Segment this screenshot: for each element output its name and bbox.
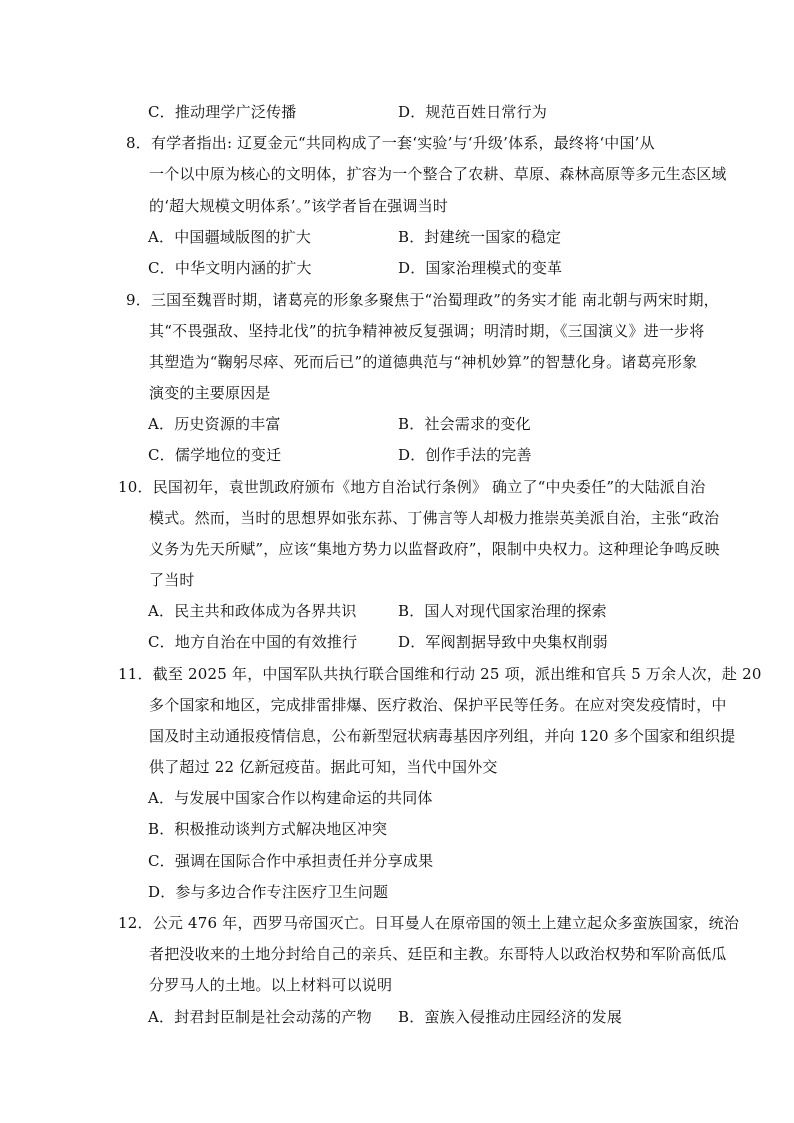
q9-option-c: C．儒学地位的变迁 <box>148 446 282 464</box>
q12-stem-line-1: 12．公元 476 年，西罗马帝国灭亡。日耳曼人在原帝国的领土上建立起众多蛮族国家，统治 <box>118 914 740 932</box>
q11-option-a: A．与发展中国家合作以构建命运的共同体 <box>148 789 433 807</box>
q11-stem-line-2: 多个国家和地区，完成排雷排爆、医疗救治、保护平民等任务。在应对突发疫情时，中 <box>149 696 727 714</box>
q9-stem-line-1: 9．三国至魏晋时期，诸葛亮的形象多聚焦于“治蜀理政”的务实才能 南北朝与两宋时期， <box>126 291 719 309</box>
q9-stem-line-4: 演变的主要原因是 <box>149 384 271 402</box>
q7-option-d: D．规范百姓日常行为 <box>398 103 548 121</box>
q11-option-d: D．参与多边合作专注医疗卫生问题 <box>148 883 389 901</box>
q11-number: 11． <box>118 665 153 683</box>
q12-number: 12． <box>118 914 153 932</box>
q8-option-d: D．国家治理模式的变革 <box>398 259 563 277</box>
q11-stem-line-4: 供了超过 22 亿新冠疫苗。据此可知，当代中国外交 <box>149 758 498 776</box>
q10-stem-line-3: 义务为先天所赋”，应该“集地方势力以监督政府”，限制中央权力。这种理论争鸣反映 <box>149 540 720 558</box>
q8-option-a: A．中国疆域版图的扩大 <box>148 228 312 246</box>
q10-option-a: A．民主共和政体成为各界共识 <box>148 602 357 620</box>
q11-stem-line-1: 11．截至 2025 年，中国军队共执行联合国维和行动 25 项，派出维和官兵 5 万余人次，赴 20 <box>118 665 762 683</box>
q12-stem-line-3: 分罗马人的土地。以上材料可以说明 <box>149 976 393 994</box>
q11-option-b: B．积极推动谈判方式解决地区冲突 <box>148 820 388 838</box>
q8-stem-line-3: 的‘超大规模文明体系’。”该学者旨在强调当时 <box>149 197 449 215</box>
q10-stem-line-2: 模式。然而，当时的思想界如张东荪、丁佛言等人却极力推崇英美派自治，主张“政治 <box>149 509 720 527</box>
q10-option-d: D．军阀割据导致中央集权削弱 <box>398 633 608 651</box>
q8-stem-line-2: 一个以中原为核心的文明体，扩容为一个整合了农耕、草原、森林高原等多元生态区域 <box>149 165 727 183</box>
q10-stem-line-4: 了当时 <box>149 571 195 589</box>
q10-option-b: B．国人对现代国家治理的探索 <box>398 602 607 620</box>
q8-option-b: B．封建统一国家的稳定 <box>398 228 562 246</box>
q7-option-c: C．推动理学广泛传播 <box>148 103 297 121</box>
q11-stem-line-3: 国及时主动通报疫情信息，公布新型冠状病毒基因序列组，并向 120 多个国家和组织提 <box>149 727 736 745</box>
q9-option-d: D．创作手法的完善 <box>398 446 532 464</box>
q12-stem-line-2: 者把没收来的土地分封给自己的亲兵、廷臣和主教。东哥特人以政治权势和军阶高低瓜 <box>149 945 727 963</box>
q11-option-c: C．强调在国际合作中承担责任并分享成果 <box>148 852 434 870</box>
q8-number: 8． <box>126 134 151 152</box>
q9-number: 9． <box>126 291 151 309</box>
q12-option-a: A．封君封臣制是社会动荡的产物 <box>148 1008 372 1026</box>
q12-option-b: B．蛮族入侵推动庄园经济的发展 <box>398 1008 623 1026</box>
q9-option-a: A．历史资源的丰富 <box>148 415 281 433</box>
q8-option-c: C．中华文明内涵的扩大 <box>148 259 312 277</box>
q9-stem-line-3: 其塑造为“鞠躬尽瘁、死而后已”的道德典范与“神机妙算”的智慧化身。诸葛亮形象 <box>149 353 698 371</box>
q9-option-b: B．社会需求的变化 <box>398 415 531 433</box>
q8-stem-line-1: 8．有学者指出: 辽夏金元“共同构成了一套‘实验’与‘升级’体系，最终将‘中国’从 <box>126 134 655 152</box>
q10-number: 10． <box>118 478 153 496</box>
q9-stem-line-2: 其“不畏强敌、坚持北伐”的抗争精神被反复强调；明清时期，《三国演义》进一步将 <box>149 322 705 340</box>
q10-stem-line-1: 10．民国初年，袁世凯政府颁布《地方自治试行条例》 确立了“中央委任”的大陆派自治 <box>118 478 706 496</box>
q10-option-c: C．地方自治在中国的有效推行 <box>148 633 358 651</box>
